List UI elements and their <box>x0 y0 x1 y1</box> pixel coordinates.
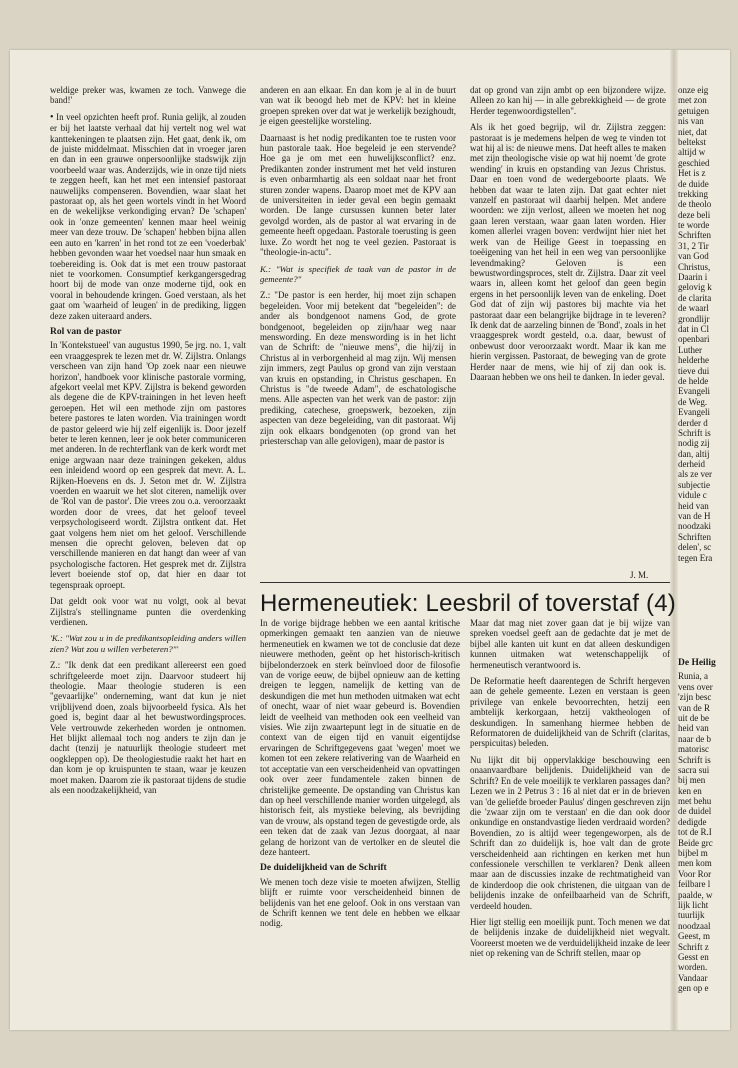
column4-line: Schrift is <box>678 427 711 438</box>
column4-line: dat in Cl <box>678 323 709 334</box>
section-heading-de-heilig: De Heilig <box>678 658 716 668</box>
column-2 <box>260 85 456 446</box>
article-headline: Hermeneutiek: Leesbril of toverstaf (4) <box>260 590 676 617</box>
column5-line: de duidel <box>678 806 712 817</box>
column4-line: niet, dat <box>678 126 707 137</box>
column4-line: de waarl <box>678 303 709 314</box>
column4-line: met zon <box>678 95 707 106</box>
column5-line: Geest, m <box>678 931 710 942</box>
column5-line: men kom <box>678 858 712 869</box>
section-heading-rol-van-de-pastor: Rol van de pastor <box>50 326 122 337</box>
column4-line: te worde <box>678 220 710 231</box>
column5-line: Schrift z <box>678 941 709 952</box>
column-1-para-4: Z.: "Ik denk dat een predikant allereerst een goed schriftgeleerde moet zijn. Daarvoor studeert hij theologie. Maar theologie studeren is een "gevaarlijke" onderneming, want dat kun je niet vrijblijvend doen, zoals bijvoorbeeld fysica. Als het goed is, begint daar al het bewustwordingsproces. Vele vertrouwde zekerheden worden je ontnomen. Het blijkt allemaal toch nog anders te zijn dan je dacht (tenzij je natuurlijk theologie studeert met oogkleppen op). De theologiestudie raakt het hart en dan kom je op kruispunten te staan, waar je keuzen moet maken. Daarom zie ik pastoraat tijdens de studie als een noodzakelijkheid, van <box>50 660 246 795</box>
column5-line: heid van <box>678 723 709 734</box>
column4-line: delen', sc <box>678 542 712 553</box>
column-3-para-1: dat op grond van zijn ambt op een bijzondere wijze. Alleen zo kan hij — in alle gebrekkigheid — de grote Herder tegenwoordigstellen". <box>470 85 666 116</box>
article-divider <box>260 582 670 583</box>
column5-line: vens over <box>678 681 713 692</box>
column4-line: derder d <box>678 417 708 428</box>
article-column-2 <box>470 618 670 1003</box>
author-signature: J. M. <box>630 570 649 580</box>
column-1-intro: weldige preker was, kwamen ze toch. Vanwege die band!' <box>50 85 246 106</box>
column4-line: Luther <box>678 344 702 355</box>
column-2-para-2: Daarnaast is het nodig predikanten toe te rusten voor hun pastorale taak. Hoe begeleid je een stervende? Hoe ga je om met een huwelijksconflict? enz. Predikanten zonder instrument met het veld insturen is even onbarmhartig als een soldaat naar het front sturen zonder wapens. Daarop moet met de KPV aan de universiteiten in ieder geval een begin gemaakt worden. De lange cursussen kunnen beter later gevolgd worden, als de pastor al wat ervaring in de gemeente heeft opgedaan. Pastorale toerusting is geen luxe. Zo wordt het nog te veel gezien. Pastoraat is "theologie-in-actu". <box>260 132 456 258</box>
column5-line: van de R <box>678 702 710 713</box>
column4-line: onze eig <box>678 85 709 95</box>
column5-line: feilbare l <box>678 879 711 890</box>
column4-line: beltekst <box>678 136 706 147</box>
column4-line: trekking <box>678 188 708 199</box>
column4-line: nis van <box>678 116 704 127</box>
column4-line: Evangeli <box>678 386 710 397</box>
column5-line: Runia, a <box>678 671 708 682</box>
column-4-cropped <box>678 85 738 645</box>
column5-line: uit de be <box>678 712 709 723</box>
column5-line: gen op e <box>678 983 709 994</box>
column4-line: de duide <box>678 178 709 189</box>
bullet-icon: • <box>50 111 54 123</box>
article-col-1-para-2: We menen toch deze visie te moeten afwijzen, Stellig blijft er ruimte voor verscheidenheid binnen de belijdenis van het ene geloof. Ook in ons verstaan van de Schrift kennen we tent dele en hebben we elkaar nodig. <box>260 876 460 929</box>
column4-line: geschied <box>678 157 710 168</box>
column5-line: worden. <box>678 962 708 973</box>
column5-line: Voor Ror <box>678 868 712 879</box>
column-3 <box>470 85 666 390</box>
article-col-2-para-4: Hier ligt stellig een moeilijk punt. Toch menen we dat de belijdenis inzake de duidelijkheid niet wegvalt. Vooreerst moeten we de verduidelijkheid inzake de leer niet op rekening van de Schrift stellen, maar op <box>470 916 671 959</box>
article-col-2-para-3: Nu lijkt dit bij oppervlakkige beschouwing een onaanvaardbare belijdenis. Duidelijkheid van de Schrift? En de vele moeilijk te verklaren passages dan? Lezen we in 2 Petrus 3 : 16 al niet dat er in de brieven van 'de geliefde broeder Paulus' dingen geschreven zijn die 'zwaar zijn om te verstaan' en die dan ook door onkundige en onstandvastige lieden verdraaid worden? Bovendien, zo is altijd weer tegengeworpen, als de Schrift dan zo duidelijk is, hoe valt dan de grote verscheidenheid aan richtingen en kerken met hun confessionele verschillen te verklaren? Denk alleen maar aan de discussies inzake de rechtmatigheid van de kinderdoop die ook christenen, die uitgaan van de belijdenis inzake de onfeilbaarheid van de Schrift, verdeeld houden. <box>470 754 670 911</box>
article-col-2-para-2: De Reformatie heeft daarentegen de Schrift hergeven aan de gehele gemeente. Lezen en verstaan is geen privilege van enkele bevoorrechten, hetzij een ambtelijk kerkorgaan, hetzij vaktheologen of deskundigen. In samenhang hiermee hebben de Reformatoren de duidelijkheid van de Schrift (claritas, perspicuitas) beleden. <box>470 676 670 749</box>
column5-line: naar de b <box>678 733 711 744</box>
column5-line: sacra sui <box>678 764 710 775</box>
column4-line: tieve dui <box>678 365 710 376</box>
interview-question-2: K.: "Wat is specifiek de taak van de pastor in de gemeente?" <box>260 263 456 284</box>
article-col-2-para-1: Maar dat mag niet zover gaan dat je bij wijze van spreken voedsel geeft aan de gedachte dat je met de bijbel alle kanten uit kunt en dat alleen deskundigen kunnen uitmaken wat wetenschappelijk of hermeneutisch verantwoord is. <box>470 618 670 670</box>
column4-line: derheid <box>678 459 705 470</box>
column-5-cropped <box>678 652 738 1012</box>
column5-line: met behu <box>678 796 712 807</box>
article-column-1 <box>260 618 460 1003</box>
column5-line: matorisc <box>678 744 709 755</box>
column5-line: 'zijn besc <box>678 692 712 703</box>
column-3-para-2: Als ik het goed begrijp, wil dr. Zijlstra zeggen: pastoraat is je medemens helpen de weg te vinden tot wat hij al is: de nieuwe mens. Dat heeft alles te maken met zijn theologische visie op wat hij noemt 'de grote wending' in kruis en opstanding van Jezus Christus. Daar en toen vond de wedergeboorte plaats. We hebben dat waar te laten zijn. Dat gaat echter niet vanzelf en pastoraat wil daarbij helpen. Met andere woorden: we zijn verlost, alleen we moeten het nog gaan leren verstaan, waar gaan laten worden. Hier komen allerlei vragen boven: verdwijnt hier niet het werk van de Heilige Geest in toepassing en toeëigening van het heil in een weg van persoonlijke levendmaking? Geloven is een bewustwordingsproces, stelt dr. Zijlstra. Daar zit veel waars in, alleen komt het geloof dan geen begin ergens in het persoonlijk leven van de enkeling. Doet God dat of zijn wij pastores bij machte via het pastoraat daar een belangrijke bijdrage in te leveren? Ik denk dat de aarzeling binnen de 'Bond', zoals in het vraaggesprek wordt gesteld, o.a. daar, bewust of onbewust door veroorzaakt wordt. Maar ik kan me hierin vergissen. Pastoraat, de beweging van de grote Herder naar de mens, wie hij of zij dan ook is. Daaraan hebben we ons heil te danken. In ieder geval. <box>470 122 666 382</box>
column4-line: tegen Era <box>678 552 713 563</box>
column-1-para-1: • In veel opzichten heeft prof. Runia gelijk, al zouden er bij het laatste verhaal dat hij vertelt nog wel wat kanttekeningen te plaatsen zijn. Het gaat, denk ik, om de juiste middelmaat. Misschien dat in vroeger jaren en dan in een grauwe onpersoonlijke stadswijk zijn voorbeeld waar was. Anderzijds, wie in onze tijd niets te zeggen heeft, kan het met een intensief pastoraat nauwelijks compenseren. Bovendien, waar slaat het pastoraat op, als het geen wortels vindt in het Woord en de wekelijkse verkondiging ervan? De 'schapen' ook in 'onze gemeenten' kennen maar heel weinig meer van deze trouw. De 'schapen' hebben bijna allen een auto en 'karren' in het rond tot ze een 'voederbak' hebben gevonden waar het voedsel naar hun smaak en toebereiding is. Ook dat is met een trouw pastoraat niet te voorkomen. Consumptief kerkgangersgedrag hoort bij de mode van onze moderne tijd, ook en vooral in behoudende kringen. Goed verstaan, als het gaat om 'waarheid of leugen' in de prediking, liggen deze zaken uiteraard anders. <box>50 111 246 321</box>
column4-line: van God <box>678 251 709 262</box>
column4-line: Daarin i <box>678 272 708 283</box>
column4-line: Evangeli <box>678 407 710 418</box>
column4-line: helderhe <box>678 355 709 366</box>
column4-line: deze beli <box>678 209 711 220</box>
column5-line: paalde, w <box>678 889 713 900</box>
column-1-para-2: In 'Kontekstueel' van augustus 1990, 5e jrg. no. 1, valt een vraaggesprek te lezen met dr. W. Zijlstra. Onlangs verscheen van zijn hand 'Op zoek naar een nieuwe horizon', handboek voor klinische pastorale vorming, afgekort veelal met KPV. Zijlstra is bekend geworden als degene die de KPV-trainingen in het leven heeft geroepen. Het wil een methode zijn om pastores betere pastores te laten worden. Via trainingen wordt de pastor geleerd wie hij zelf eigenlijk is. Door jezelf beter te leren kennen, leer je ook beter communiceren met anderen. In de rechterflank van de kerk wordt met enige argwaan naar deze trainingen gekeken, aldus een inleidend woord op een gesprek dat mevr. A. L. Rijken-Hoevens en ds. J. Seton met dr. W. Zijlstra voerden en waaruit we het slot citeren, namelijk over de 'Rol van de pastor'. Die vrees zou o.a. veroorzaakt worden door de vrees, dat het geloof teveel verpsychologiseerd wordt. Zijlstra ontkent dat. Het gaat volgens hem niet om het geloof. Verschillende mensen die oprecht geloven, beleven dat op verschillende manieren en dat hangt dan weer af van psychologische factoren. Het gesprek met dr. Zijlstra levert boeiende stof op, dat hier en daar tot tegenspraak oproept. <box>50 340 246 590</box>
column4-line: de Weg. <box>678 396 708 407</box>
column5-line: bijbel m <box>678 848 708 859</box>
column5-line: Vandaar <box>678 972 708 983</box>
column4-line: openbari <box>678 334 710 345</box>
newspaper-page <box>10 50 730 1030</box>
column4-line: vidule c <box>678 490 707 501</box>
column4-line: als ze ver <box>678 469 712 480</box>
column5-line: Beide grc <box>678 837 713 848</box>
column4-line: altijd w <box>678 147 706 158</box>
column-2-para-1: anderen en aan elkaar. En dan kom je al in de buurt van wat ik beoogd heb met de KPV: het in kleine groepen spreken over dat wat je werkelijk bezighoudt, je eigen geestelijke worsteling. <box>260 85 456 127</box>
column4-line: Schriften <box>678 230 711 241</box>
column4-line: nodig zij <box>678 438 710 449</box>
article-col-1-para-1: In de vorige bijdrage hebben we een aantal kritische opmerkingen gemaakt ten aanzien van de nieuwe hermeneutiek en kwamen we tot de conclusie dat deze nieuwere methoden, geënt op het historisch-kritisch bijbelonderzoek en sterk beïnvloed door de filosofie van de vorige eeuw, de bijbel opnieuw aan de ketting dreigen te leggen, namelijk de ketting van de deskundigen die met hun methoden uitmaken wat echt of onecht, waar of niet waar gebeurd is. Bovendien leidt de veelheid van methoden ook een veelheid van visies. Wie zijn zwaartepunt legt in de situatie en de context van de eigen tijd en vanuit eigentijdse ervaringen de Schriftgegevens gaat 'wegen' moet we komen tot een zekere relativering van de Waarheid en tot acceptatie van een verscheidenheid van opvattingen ook over zeer fundamentele zaken binnen de christelijke gemeente. De opstanding van Christus kan dan op heel verschillende manier worden uitgelegd, als historisch feit, als mystieke beleving, als bevrijding van de vrouw, als opstand tegen de gevestigde orde, als een teken dat de zaak van Jezus doorgaat, al naar gelang de horizont van de vertolker en de sleutel die deze hanteert. <box>260 618 460 857</box>
column4-line: de helde <box>678 375 709 386</box>
column5-line: tuurlijk <box>678 910 705 921</box>
column4-line: de theolo <box>678 199 712 210</box>
column5-line: lijk licht <box>678 900 709 910</box>
column4-line: Schriften <box>678 531 711 542</box>
page-fold-gutter <box>670 50 678 1030</box>
section-heading-duidelijkheid: De duidelijkheid van de Schrift <box>260 863 387 874</box>
column4-line: 31, 2 Tir <box>678 240 709 251</box>
column5-line: Schrift is <box>678 754 711 765</box>
column-2-para-3: Z.: "De pastor is een herder, hij moet zijn schapen begeleiden. Voor mij betekent dat "begeleiden": de ander als bondgenoot namens God, de grote bondgenoot, begeleiden op zijn/haar weg naar menswording. En deze menswording is in het licht van de Schrift: de "nieuwe mens", die hij/zij in Christus al in verborgenheid al mag zijn. Wij mensen zijn immers, zegt Paulus op grond van zijn verstaan van kruis en opstanding, in Christus geschapen. En Christus is "de tweede Adam", de eschatologische mens. Alle aspecten van het werk van de pastor: zijn prediking, catechese, groepswerk, bezoeken, zijn aspecten van deze begeleiding, van dit pastoraat. Wij zijn ook elkaars bondgenoten (op grond van het priesterschap van alle gelovigen), maar de pastor is <box>260 290 456 446</box>
column4-line: gelovig k <box>678 282 712 293</box>
column5-line: dedigde <box>678 816 707 827</box>
column5-line: Gesst en <box>678 951 709 962</box>
column4-line: Het is z <box>678 168 706 179</box>
column4-line: Christus, <box>678 261 711 272</box>
column4-line: heid van <box>678 500 709 511</box>
column4-line: subjectie <box>678 479 710 490</box>
interview-question-1: 'K.: "Wat zou u in de predikantsopleiding anders willen zien? Wat zou u willen verbeteren?"' <box>50 633 246 654</box>
column4-line: dan, altij <box>678 448 710 459</box>
column4-line: grondlijr <box>678 313 710 324</box>
column-1-para-3: Dat geldt ook voor wat nu volgt, ook al bevat Zijlstra's stellingname punten die overdenking verdienen. <box>50 596 246 627</box>
column5-line: bij men <box>678 775 706 786</box>
column5-line: tot de R.I <box>678 827 712 838</box>
column4-line: getuigen <box>678 105 709 116</box>
column5-line: ken en <box>678 785 702 796</box>
column4-line: van de H <box>678 511 711 522</box>
column4-line: de clarita <box>678 292 712 303</box>
column4-line: noodzaki <box>678 521 711 532</box>
column5-line: noodzaal <box>678 920 711 931</box>
column-1 <box>50 85 246 1015</box>
